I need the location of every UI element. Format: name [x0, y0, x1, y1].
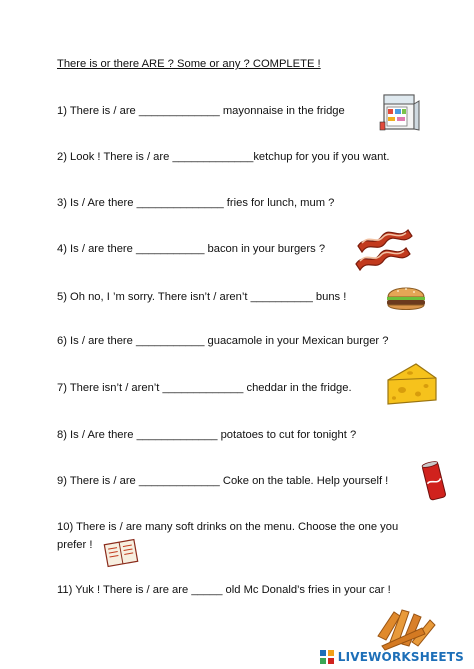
worksheet-title: There is or there ARE ? Some or any ? COMPLETE !: [57, 58, 321, 70]
exercise-line-3: 3) Is / Are there ______________ fries for lunch, mum ?: [57, 197, 335, 209]
liveworksheets-logo-icon: [320, 650, 334, 664]
cheese-icon: [384, 360, 440, 408]
menu-icon: [102, 538, 140, 568]
exercise-line-11: 11) Yuk ! There is / are are _____ old Mc Donald’s fries in your car !: [57, 584, 391, 596]
burger-icon: [384, 280, 428, 316]
exercise-line-2: 2) Look ! There is / are _____________ketchup for you if you want.: [57, 151, 390, 163]
exercise-line-6: 6) Is / are there ___________ guacamole in your Mexican burger ?: [57, 335, 389, 347]
exercise-line-8: 8) Is / Are there _____________ potatoes to cut for tonight ?: [57, 429, 357, 441]
fridge-icon: [378, 92, 420, 132]
bacon-icon: [352, 224, 414, 274]
liveworksheets-footer: [320, 649, 464, 665]
exercise-line-5: 5) Oh no, I ’m sorry. There isn’t / aren’t __________ buns !: [57, 291, 347, 303]
exercise-line-10: 10) There is / are many soft drinks on the menu. Choose the one you: [57, 521, 399, 533]
exercise-line-4: 4) Is / are there ___________ bacon in your burgers ?: [57, 243, 326, 255]
liveworksheets-brand: LIVEWORKSHEETS: [337, 650, 464, 664]
fries-icon: [372, 598, 440, 652]
exercise-line-10-continued: prefer !: [57, 539, 93, 551]
exercise-line-1: 1) There is / are _____________ mayonnaise in the fridge: [57, 105, 345, 117]
coke-can-icon: [420, 460, 448, 502]
exercise-line-9: 9) There is / are _____________ Coke on the table. Help yourself !: [57, 475, 389, 487]
exercise-line-7: 7) There isn’t / aren’t _____________ cheddar in the fridge.: [57, 382, 352, 394]
